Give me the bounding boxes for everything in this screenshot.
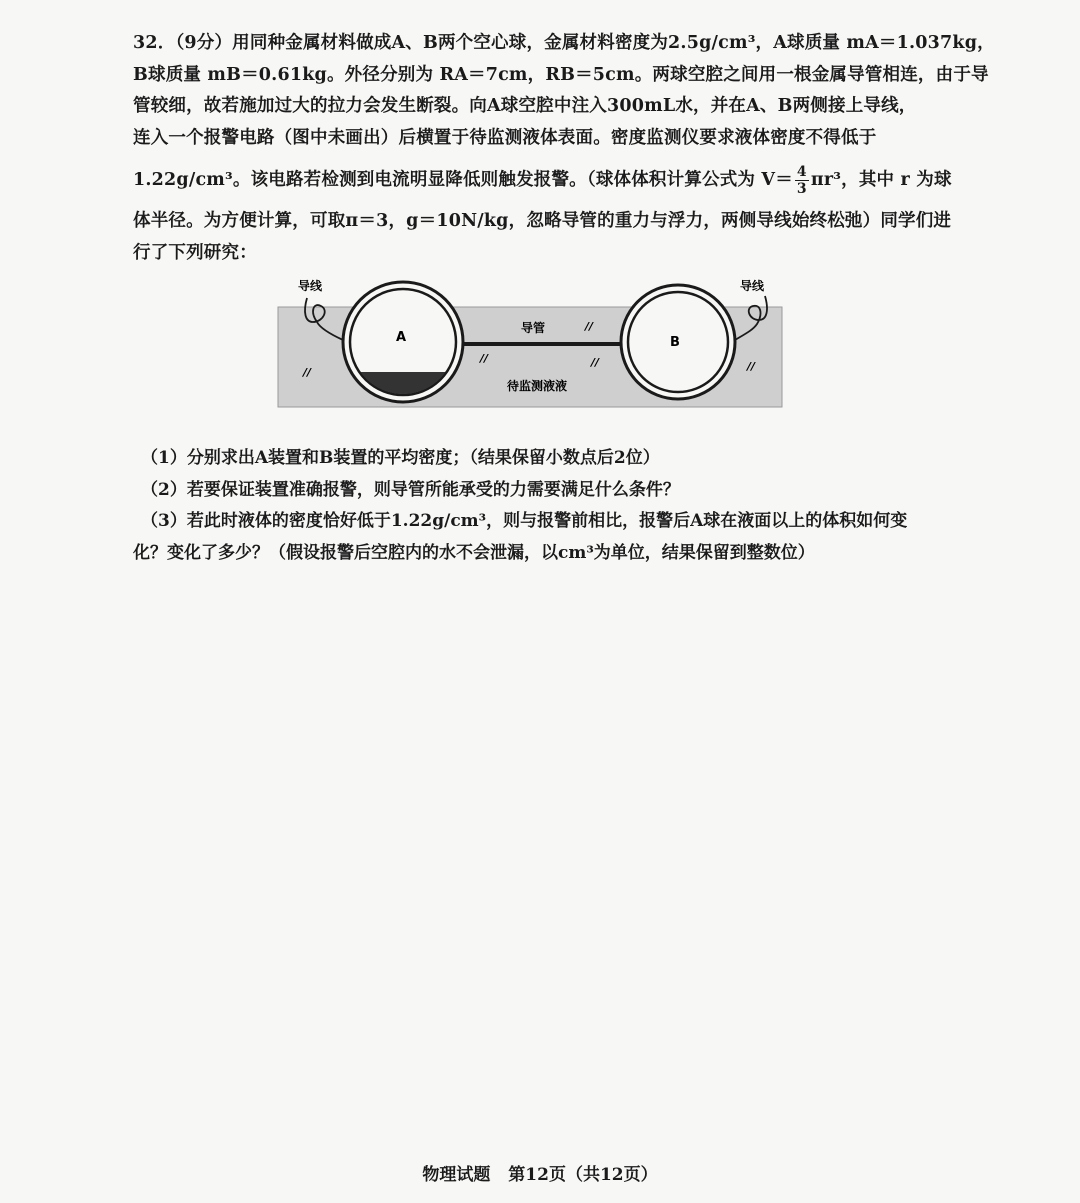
problem-line-6: 体半径。为方便计算，可取π＝3，g＝10N/kg，忽略导管的重力与浮力，两侧导线始终松弛）同学们进 [133, 211, 952, 231]
liquid-mark: // [585, 320, 594, 333]
footer-subject: 物理试题 [422, 1165, 491, 1185]
problem-line-5-post: πr³，其中 r 为球 [810, 170, 952, 190]
fraction-numerator: 4 [796, 164, 807, 180]
footer-page-number: 第12页（共12页） [508, 1165, 658, 1185]
ball-a-label: A [396, 330, 407, 345]
problem-line-3: 管较细，故若施加过大的拉力会发生断裂。向A球空腔中注入300mL水，并在A、B两侧接上导线， [133, 96, 917, 116]
wire-left-label: 导线 [298, 279, 323, 293]
liquid-mark: // [303, 366, 312, 379]
apparatus-diagram [275, 272, 785, 410]
ball-b-label: B [670, 335, 680, 350]
problem-line-5 [133, 154, 973, 206]
tube-label: 导管 [521, 321, 546, 335]
problem-line-5-pre: 1.22g/cm³。该电路若检测到电流明显降低则触发报警。（球体体积计算公式为 V＝ [133, 170, 793, 190]
problem-line-4: 连入一个报警电路（图中未画出）后横置于待监测液体表面。密度监测仪要求液体密度不得低于 [133, 127, 877, 148]
liquid-label: 待监测液液 [507, 379, 568, 393]
question-1: （1）分别求出A装置和B装置的平均密度；（结果保留小数点后2位） [141, 448, 660, 468]
liquid-mark: // [747, 360, 756, 373]
ball-b [621, 285, 735, 399]
question-2: （2）若要保证装置准确报警，则导管所能承受的力需要满足什么条件？ [141, 479, 680, 500]
liquid-mark: // [591, 356, 600, 369]
question-3-continued: 化？变化了多少？（假设报警后空腔内的水不会泄漏，以cm³为单位，结果保留到整数位） [133, 542, 815, 563]
problem-line-7: 行了下列研究： [133, 242, 257, 263]
wire-right-label: 导线 [740, 279, 765, 293]
page-footer [0, 1160, 1080, 1185]
liquid-mark: // [480, 352, 489, 365]
problem-statement [133, 28, 995, 269]
question-list [133, 443, 983, 569]
problem-line-2: B球质量 mB＝0.61kg。外径分别为 RA＝7cm，RB＝5cm。两球空腔之间用一根金属导管相连，由于导 [133, 64, 989, 85]
volume-formula-fraction [795, 164, 809, 197]
problem-line-1: 32．（9分）用同种金属材料做成A、B两个空心球，金属材料密度为2.5g/cm³，A球质量 mA＝1.037kg， [133, 33, 995, 53]
question-3: （3）若此时液体的密度恰好低于1.22g/cm³，则与报警前相比，报警后A球在液面以上的体积如何变 [141, 511, 908, 531]
fraction-denominator: 3 [796, 181, 807, 197]
